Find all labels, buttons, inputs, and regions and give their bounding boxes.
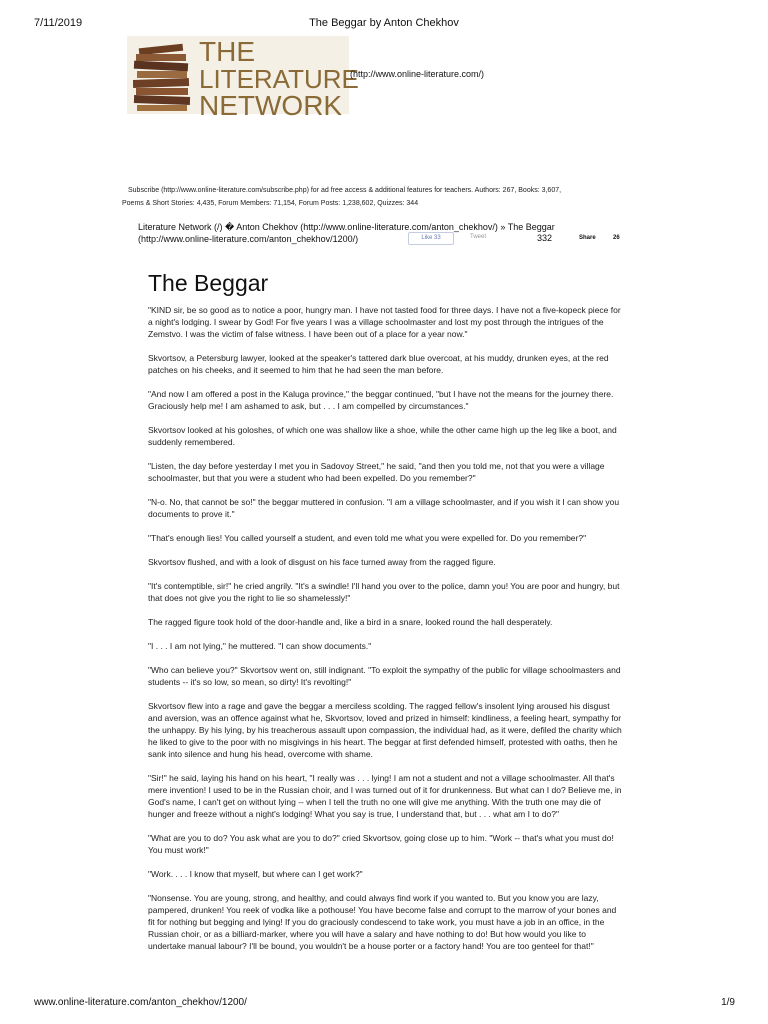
story-paragraph: "Work. . . . I know that myself, but where can I get work?" <box>148 869 363 879</box>
logo-wordmark <box>199 36 359 121</box>
story-paragraph: The ragged figure took hold of the door-handle and, like a bird in a snare, looked round the hall desperately. <box>148 617 553 627</box>
breadcrumb-line-1[interactable]: Literature Network (/) � Anton Chekhov (http://www.online-literature.com/anton_chekhov/) » The Beggar <box>138 222 555 232</box>
story-paragraph: "I . . . I am not lying," he muttered. "I can show documents." <box>148 641 372 651</box>
story-paragraph: "Listen, the day before yesterday I met you in Sadovoy Street," he said, "and then you told me, not that you were a village schoolmaster, but that you were a student who had been expelled. Do you remember?" <box>148 461 605 483</box>
breadcrumb-line-2[interactable]: (http://www.online-literature.com/anton_chekhov/1200/) <box>138 234 359 244</box>
page-number: 1/9 <box>721 997 735 1008</box>
print-footer-url: www.online-literature.com/anton_chekhov/1200/ <box>34 997 247 1008</box>
site-logo[interactable] <box>127 36 359 121</box>
story-paragraph: "It's contemptible, sir!" he cried angrily. "It's a swindle! I'll hand you over to the police, damn you! You are poor and hungry, but that does not give you the right to lie so shamelessly!" <box>148 581 620 603</box>
logo-line-1: THE <box>199 36 255 67</box>
story-paragraph: "And now I am offered a post in the Kaluga province," the beggar continued, "but I have not the means for the journey there. Graciously help me! I am ashamed to ask, but . . . I am compelled by circumstances." <box>148 389 614 411</box>
share-count: 26 <box>613 235 620 241</box>
logo-line-3: NETWORK <box>199 90 343 121</box>
print-date: 7/11/2019 <box>34 17 83 29</box>
story-paragraph: "KIND sir, be so good as to notice a poor, hungry man. I have not tasted food for three days. I have not a five-kopeck piece for a night's lodging. I swear by God! For five years I was a village schoolmaster and lost my post through the intrigues of the Zemstvo. I was the victim of false witness. I have been out of a place for a year now." <box>148 305 621 339</box>
story-paragraph: Skvortsov flushed, and with a look of disgust on his face turned away from the ragged figure. <box>148 557 496 567</box>
books-icon <box>133 40 195 112</box>
story-paragraph: Skvortsov flew into a rage and gave the beggar a merciless scolding. The ragged fellow's insolent lying aroused his disgust and aversion, was an offence against what he, Skvortsov, loved and prized in himself: kindliness, a feeling heart, sympathy for the unhappy. By his lying, by his treacherous assault upon compassion, the individual had, as it were, defiled the charity which he liked to give to the poor with no misgivings in his heart. The beggar at first defended himself, protested with oaths, then he sank into silence and hung his head, overcome with shame. <box>148 701 622 759</box>
logo-line-2: LITERATURE <box>199 64 359 94</box>
like-button[interactable]: Like 33 <box>408 232 454 245</box>
story-title: The Beggar <box>148 270 269 296</box>
story-paragraph: "That's enough lies! You called yourself a student, and even told me what you were expelled for. Do you remember?" <box>148 533 587 543</box>
subscribe-stats <box>122 184 648 210</box>
subscribe-line-2: Poems & Short Stories: 4,435, Forum Members: 71,154, Forum Posts: 1,238,602, Quizzes: 344 <box>122 200 419 207</box>
story-paragraph: Skvortsov, a Petersburg lawyer, looked at the speaker's tattered dark blue overcoat, at his muddy, drunken eyes, at the red patches on his cheeks, and it seemed to him that he had seen the man before. <box>148 353 609 375</box>
story-paragraph: "N-o. No, that cannot be so!" the beggar muttered in confusion. "I am a village schoolmaster, and if you wish it I can show you documents to prove it." <box>148 497 620 519</box>
story-paragraph: "What are you to do? You ask what are you to do?" cried Skvortsov, going close up to him. "Work -- that's what you must do! You must work!" <box>148 833 614 855</box>
story-paragraph: "Who can believe you?" Skvortsov went on, still indignant. "To exploit the sympathy of the public for village schoolmasters and students -- it's so low, so mean, so dirty! It's revolting!" <box>148 665 621 687</box>
story-paragraph: "Nonsense. You are young, strong, and healthy, and could always find work if you wanted to. But you know you are lazy, pampered, drunken! You reek of vodka like a pothouse! You have become false and corrupt to the marrow of your bones and fit for nothing but begging and lying! If you do graciously condescend to take work, you must have a job in an office, in the Russian choir, or as a billiard-marker, where you will have a salary and have nothing to do! But how would you like to undertake manual labour? I'll be bound, you wouldn't be a house porter or a factory hand! You are too genteel for that!" <box>148 893 617 951</box>
subscribe-line-1[interactable]: Subscribe (http://www.online-literature.com/subscribe.php) for ad free access & additional features for teachers. Authors: 267, Books: 3,607, <box>128 187 562 194</box>
story-paragraph: Skvortsov looked at his goloshes, of which one was shallow like a shoe, while the other came high up the leg like a boot, and suddenly remembered. <box>148 425 617 447</box>
logo-link-url[interactable]: (http://www.online-literature.com/) <box>350 69 485 79</box>
print-title: The Beggar by Anton Chekhov <box>309 17 459 29</box>
share-count-total: 332 <box>537 233 553 243</box>
share-button[interactable]: Share <box>579 235 596 241</box>
story-body <box>148 304 624 964</box>
tweet-button[interactable]: Tweet <box>470 234 487 240</box>
story-paragraph: "Sir!" he said, laying his hand on his heart, "I really was . . . lying! I am not a student and not a village schoolmaster. All that's mere invention! I used to be in the Russian choir, and I was turned out of it for drunkenness. But what can I do? Believe me, in God's name, I can't get on without lying -- when I tell the truth no one will give me anything. With the truth one may die of hunger and freeze without a night's lodging! What you say is true, I understand that, but . . . what am I to do?" <box>148 773 622 819</box>
